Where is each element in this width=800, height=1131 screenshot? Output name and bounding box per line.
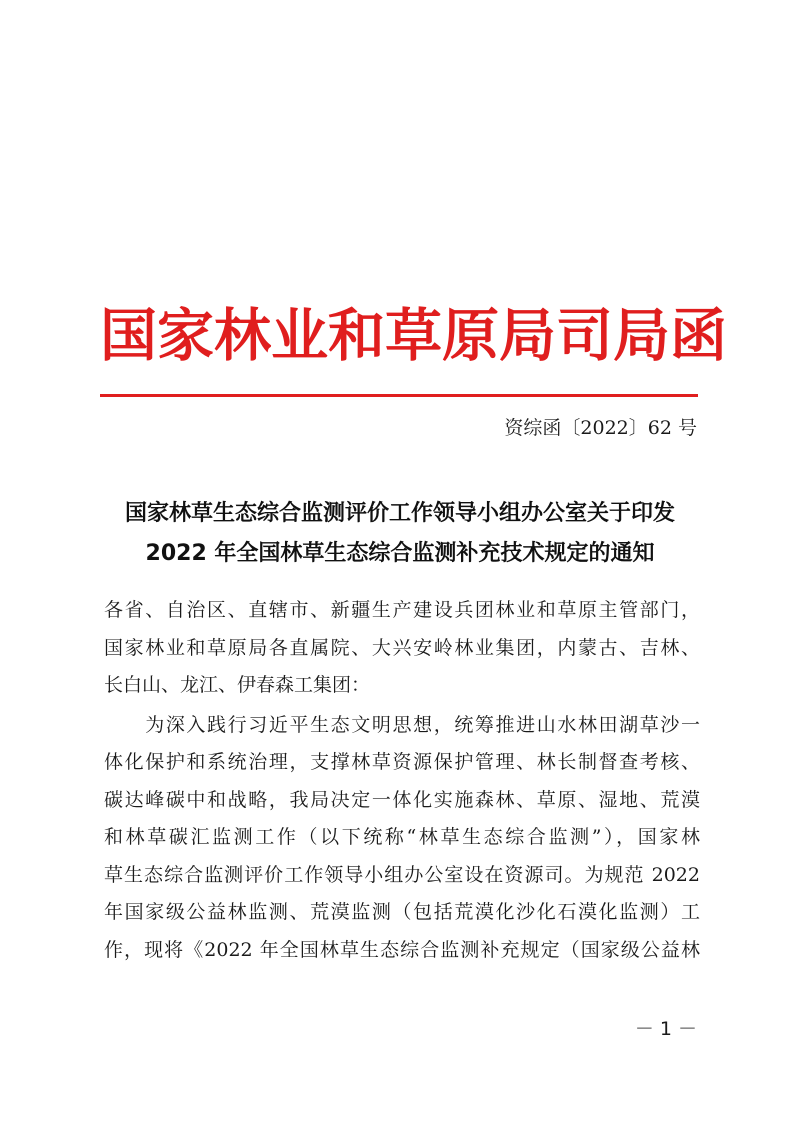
paragraph-line: 草生态综合监测评价工作领导小组办公室设在资源司。为规范 2022: [104, 863, 700, 886]
letterhead-title: 国家林业和草原局司局函: [100, 302, 727, 369]
document-number: 资综函〔2022〕62 号: [504, 417, 697, 439]
paragraph-line: 为深入践行习近平生态文明思想，统筹推进山水林田湖草沙一: [104, 713, 700, 736]
subject-line-2: 2022 年全国林草生态综合监测补充技术规定的通知: [145, 541, 655, 566]
letterhead-red-rule: [100, 394, 698, 397]
document-subject: [100, 494, 700, 574]
addressee-line: 长白山、龙江、伊春森工集团：: [104, 674, 371, 696]
subject-line-1: 国家林草生态综合监测评价工作领导小组办公室关于印发: [124, 501, 675, 526]
paragraph-line: 年国家级公益林监测、荒漠监测（包括荒漠化沙化石漠化监测）工: [104, 901, 700, 923]
paragraph-line: 碳达峰碳中和战略，我局决定一体化实施森林、草原、湿地、荒漠: [104, 788, 700, 811]
paragraph-line: 体化保护和系统治理，支撑林草资源保护管理、林长制督查考核、: [104, 751, 700, 773]
page-number: － 1 －: [634, 1018, 697, 1040]
paragraph-line: 和林草碳汇监测工作（以下统称“林草生态综合监测”），国家林: [104, 826, 700, 848]
document-body: [104, 592, 700, 969]
paragraph-line: 作，现将《2022 年全国林草生态综合监测补充规定（国家级公益林: [104, 938, 700, 961]
addressee-line: 国家林业和草原局各直属院、大兴安岭林业集团，内蒙古、吉林、: [104, 636, 700, 659]
addressee-line: 各省、自治区、直辖市、新疆生产建设兵团林业和草原主管部门，: [104, 599, 700, 621]
